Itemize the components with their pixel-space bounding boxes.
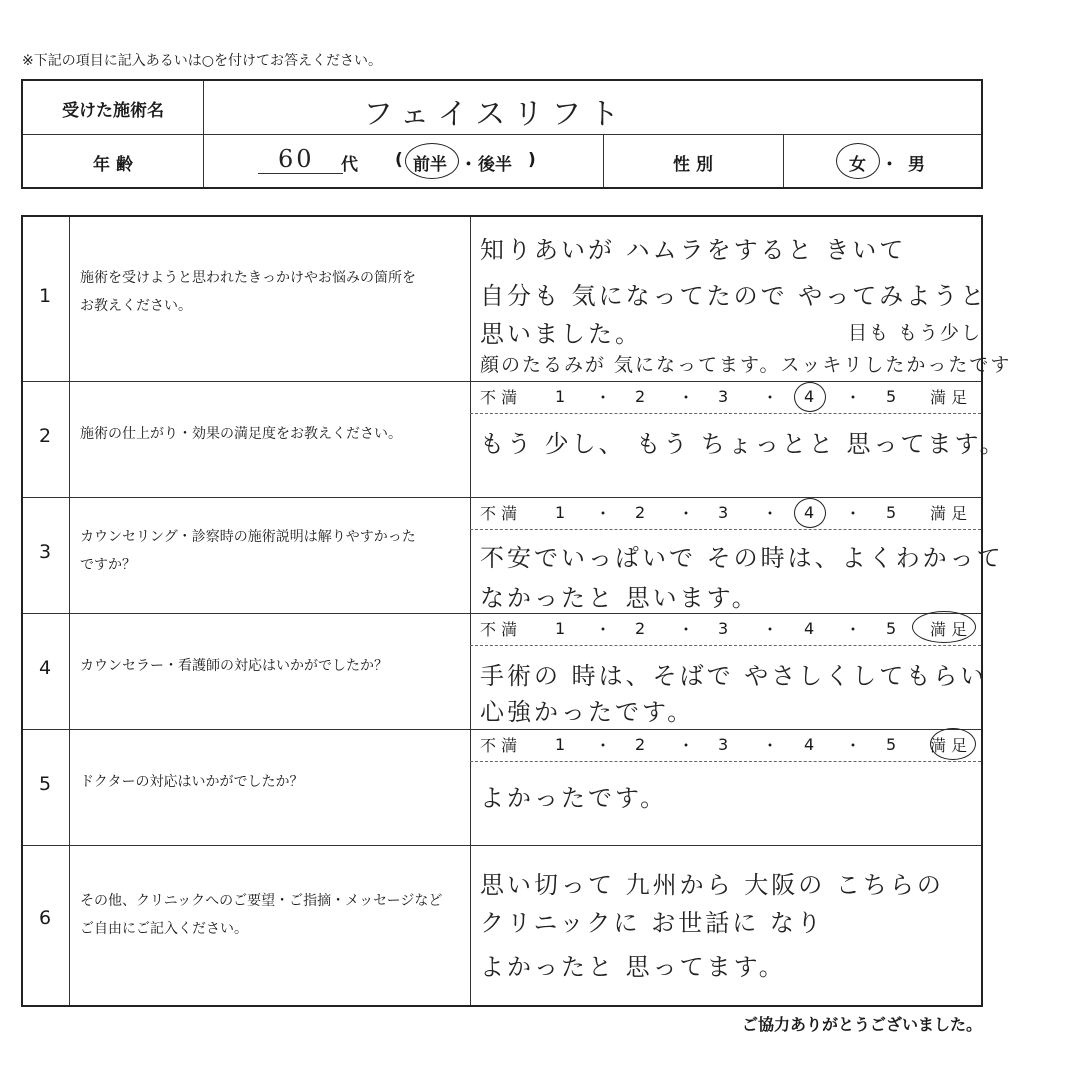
rating-circle xyxy=(912,611,976,643)
answer-line[interactable]: よかったと 思ってます。 xyxy=(480,953,786,981)
question-number: 2 xyxy=(38,425,52,447)
row-divider-5 xyxy=(23,845,981,846)
scale-item[interactable]: 4 xyxy=(804,502,815,522)
gender-option-male[interactable]: 男 xyxy=(908,155,925,175)
question-line: ですか？ xyxy=(80,557,136,573)
scale-dot: ・ xyxy=(845,503,862,523)
scale-dot: ・ xyxy=(595,387,612,407)
question-text xyxy=(80,420,460,448)
scale-item[interactable]: 5 xyxy=(886,618,897,638)
scale-dot: ・ xyxy=(678,619,695,639)
scale-divider-4 xyxy=(470,645,981,646)
rating-circle xyxy=(930,728,976,760)
rating-scale xyxy=(470,729,980,759)
rating-scale xyxy=(470,613,980,643)
scale-dot: ・ xyxy=(595,619,612,639)
treatment-value[interactable]: フェイスリフト xyxy=(363,97,628,132)
scale-item[interactable]: 2 xyxy=(635,734,646,754)
question-number: 3 xyxy=(38,541,52,563)
age-selected-circle xyxy=(405,143,459,179)
scale-left-label: 不 満 xyxy=(480,387,518,407)
header-divider xyxy=(23,134,981,135)
question-line: ドクターの対応はいかがでしたか？ xyxy=(80,774,304,790)
scale-dot: ・ xyxy=(762,735,779,755)
scale-item[interactable]: 1 xyxy=(555,734,566,754)
age-option-second[interactable]: 後半 xyxy=(478,155,512,175)
answer-line[interactable]: 手術の 時は、そばで やさしくしてもらい xyxy=(480,662,988,690)
age-dot: ・ xyxy=(460,155,477,175)
scale-left-label: 不 満 xyxy=(480,503,518,523)
rating-circle xyxy=(794,382,826,412)
answer-line[interactable]: 顔のたるみが 気になってます。スッキリしたかったです xyxy=(480,354,1012,376)
question-number: 6 xyxy=(38,907,52,929)
scale-right-label: 満 足 xyxy=(930,735,968,755)
treatment-label: 受けた施術名 xyxy=(62,101,164,121)
scale-dot: ・ xyxy=(762,619,779,639)
question-text xyxy=(80,887,460,943)
scale-dot: ・ xyxy=(845,387,862,407)
answer-line[interactable]: 不安でいっぱいで その時は、よくわかって xyxy=(480,544,1004,572)
question-line: ご自由にご記入ください。 xyxy=(80,921,248,937)
scale-item[interactable]: 5 xyxy=(886,734,897,754)
answer-line[interactable]: 思いました。 xyxy=(480,320,642,348)
scale-item[interactable]: 1 xyxy=(555,386,566,406)
question-number: 1 xyxy=(38,285,52,307)
scale-right-label: 満 足 xyxy=(930,387,968,407)
question-text xyxy=(80,523,460,579)
scale-dot: ・ xyxy=(595,735,612,755)
header-col-divider xyxy=(203,81,204,187)
scale-dot: ・ xyxy=(845,735,862,755)
scale-item[interactable]: 1 xyxy=(555,618,566,638)
header-col-divider-3 xyxy=(783,134,784,187)
scale-divider-2 xyxy=(470,413,981,414)
scale-item[interactable]: 5 xyxy=(886,502,897,522)
question-line: カウンセリング・診察時の施術説明は解りやすかった xyxy=(80,529,416,545)
answer-line[interactable]: 自分も 気になってたので やってみようと xyxy=(480,282,988,310)
scale-item[interactable]: 4 xyxy=(804,734,815,754)
scale-item[interactable]: 5 xyxy=(886,386,897,406)
rating-scale xyxy=(470,381,980,411)
question-text xyxy=(80,264,460,320)
scale-dot: ・ xyxy=(595,503,612,523)
answer-col-divider xyxy=(470,217,471,1005)
scale-left-label: 不 満 xyxy=(480,735,518,755)
gender-label: 性 別 xyxy=(673,155,713,175)
instruction-text: ※下記の項目に記入あるいは○を付けてお答えください。 xyxy=(22,53,382,69)
scale-item[interactable]: 3 xyxy=(718,734,729,754)
scale-divider-3 xyxy=(470,529,981,530)
closing-text: ご協力ありがとうございました。 xyxy=(741,1015,982,1034)
scale-item[interactable]: 3 xyxy=(718,386,729,406)
answer-line[interactable]: なかったと 思います。 xyxy=(480,584,759,612)
answer-line[interactable]: よかったです。 xyxy=(480,784,668,812)
answer-extra[interactable]: 目も もう少し xyxy=(848,322,983,344)
scale-item[interactable]: 3 xyxy=(718,618,729,638)
gender-option-female[interactable]: 女 xyxy=(849,155,866,175)
scale-right-label: 満 足 xyxy=(930,619,968,639)
question-line: お教えください。 xyxy=(80,298,192,314)
scale-divider-5 xyxy=(470,761,981,762)
question-text xyxy=(80,652,460,680)
scale-item[interactable]: 2 xyxy=(635,386,646,406)
age-open-paren: ( xyxy=(395,150,403,170)
number-col-divider xyxy=(69,217,70,1005)
question-text xyxy=(80,768,460,796)
scale-item[interactable]: 2 xyxy=(635,502,646,522)
scale-left-label: 不 満 xyxy=(480,619,518,639)
gender-dot: ・ xyxy=(881,155,898,175)
age-underline xyxy=(258,173,343,174)
scale-dot: ・ xyxy=(678,735,695,755)
scale-dot: ・ xyxy=(678,387,695,407)
answer-line[interactable]: 知りあいが ハムラをすると きいて xyxy=(480,236,907,264)
scale-item[interactable]: 3 xyxy=(718,502,729,522)
age-close-paren: ) xyxy=(528,150,536,170)
question-line: カウンセラー・看護師の対応はいかがでしたか？ xyxy=(80,658,388,674)
age-label: 年 齢 xyxy=(93,155,133,175)
question-number: 4 xyxy=(38,657,52,679)
scale-dot: ・ xyxy=(762,503,779,523)
scale-item[interactable]: 4 xyxy=(804,618,815,638)
rating-scale xyxy=(470,497,980,527)
header-table xyxy=(21,79,983,189)
answer-line[interactable]: 思い切って 九州から 大阪の こちらの xyxy=(480,871,944,899)
age-option-first[interactable]: 前半 xyxy=(413,155,447,175)
question-number: 5 xyxy=(38,773,52,795)
answer-line[interactable]: もう 少し、 もう ちょっとと 思ってます。 xyxy=(480,430,1007,458)
answer-line[interactable]: クリニックに お世話に なり xyxy=(480,909,824,937)
scale-item[interactable]: 1 xyxy=(555,502,566,522)
scale-item[interactable]: 4 xyxy=(804,386,815,406)
scale-right-label: 満 足 xyxy=(930,503,968,523)
age-unit: 代 xyxy=(341,155,358,175)
age-value[interactable]: 60 xyxy=(278,145,315,173)
question-line: 施術を受けようと思われたきっかけやお悩みの箇所を xyxy=(80,270,416,286)
scale-dot: ・ xyxy=(762,387,779,407)
answer-line[interactable]: 心強かったです。 xyxy=(480,698,695,726)
question-line: 施術の仕上がり・効果の満足度をお教えください。 xyxy=(80,426,402,442)
question-line: その他、クリニックへのご要望・ご指摘・メッセージなど xyxy=(80,893,443,909)
scale-dot: ・ xyxy=(678,503,695,523)
rating-circle xyxy=(794,498,826,528)
scale-item[interactable]: 2 xyxy=(635,618,646,638)
gender-selected-circle xyxy=(836,143,880,179)
scale-dot: ・ xyxy=(845,619,862,639)
